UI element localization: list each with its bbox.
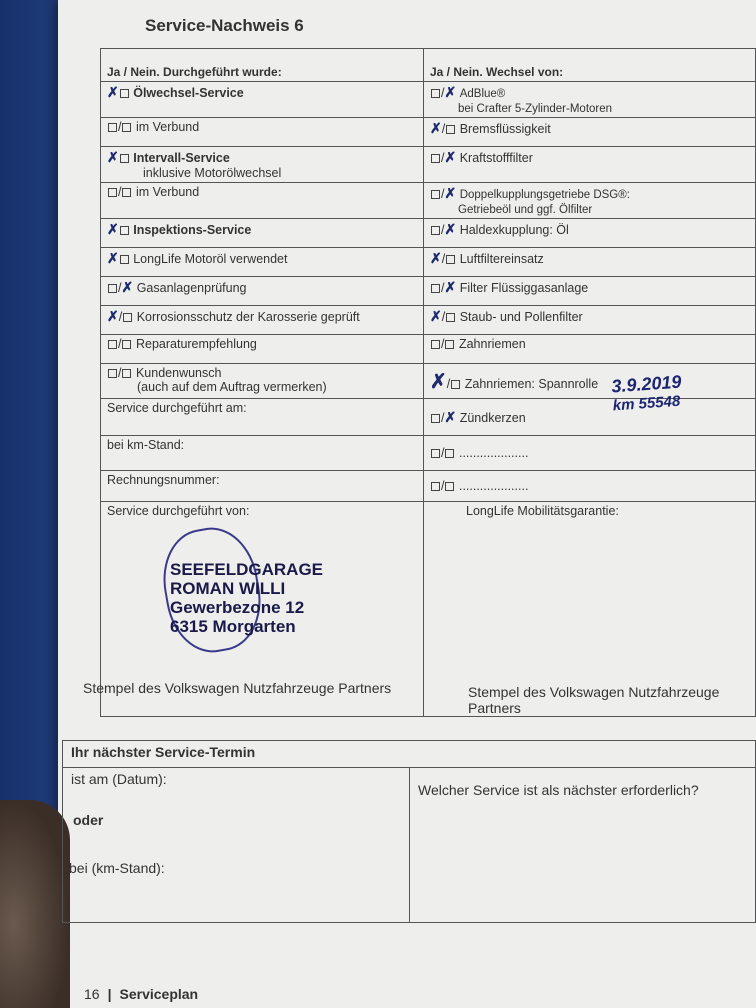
next-km-label: bei (km-Stand): [69, 860, 165, 876]
invoice-cell: Rechnungsnummer: [101, 471, 424, 502]
right-item-3: /✗ Doppelkupplungsgetriebe DSG®: Getriebeöl und ggf. Ölfilter [424, 183, 756, 219]
right-item-1: ✗/ Bremsflüssigkeit [424, 118, 756, 147]
checkbox-icon [108, 284, 117, 293]
checkbox-icon [445, 482, 454, 491]
left-item-9: / Kundenwunsch (auch auf dem Auftrag vermerken) [101, 364, 424, 399]
footer-section: Serviceplan [119, 986, 199, 1002]
checkbox-icon [445, 340, 454, 349]
stamp-left-label: Stempel des Volkswagen Nutzfahrzeuge Partners [83, 680, 392, 696]
checkbox-icon [120, 226, 129, 235]
check-mark-icon: ✗ [444, 408, 457, 425]
next-date-label: ist am (Datum): [71, 771, 167, 787]
left-item-3: / im Verbund [101, 183, 424, 219]
right-item-10: /✗ Zündkerzen [424, 399, 756, 436]
left-item-8: / Reparaturempfehlung [101, 335, 424, 364]
right-item-8: / Zahnriemen [424, 335, 756, 364]
left-item-0: ✗ Ölwechsel-Service [101, 82, 424, 118]
checkbox-icon [451, 380, 460, 389]
next-service-title: Ihr nächster Service-Termin [63, 741, 756, 768]
thumb [0, 800, 70, 1008]
right-item-11: / .................... [424, 436, 756, 471]
next-service-left [63, 768, 410, 923]
left-item-5: ✗ LongLife Motoröl verwendet [101, 248, 424, 277]
checkbox-icon [431, 340, 440, 349]
check-mark-icon: ✗ [430, 120, 442, 136]
check-mark-icon: ✗ [107, 84, 119, 100]
checkbox-icon [108, 188, 117, 197]
check-mark-icon: ✗ [430, 308, 442, 324]
checkbox-icon [122, 369, 131, 378]
dealer-stamp: SEEFELDGARAGE ROMAN WILLI Gewerbezone 12 6315 Morgarten [170, 560, 324, 636]
right-item-4: /✗ Haldexkupplung: Öl [424, 219, 756, 248]
check-mark-icon: ✗ [107, 308, 119, 324]
right-item-6: /✗ Filter Flüssiggasanlage [424, 277, 756, 306]
checkbox-icon [122, 340, 131, 349]
stamp-right-label: Stempel des Volkswagen Nutzfahrzeuge Partners [468, 684, 720, 716]
handwritten-note: 3.9.2019 km 55548 [610, 371, 683, 415]
checkbox-icon [431, 284, 440, 293]
checkbox-icon [120, 89, 129, 98]
check-mark-icon: ✗ [444, 221, 457, 237]
mobility-cell [424, 502, 756, 717]
service-date-cell: Service durchgeführt am: [101, 399, 424, 436]
check-mark-icon: ✗ [444, 185, 457, 201]
check-mark-icon: ✗ [444, 84, 457, 100]
right-item-9: ✗/ Zahnriemen: Spannrolle [424, 364, 756, 399]
page-number: 16 [84, 986, 100, 1002]
footer-separator: | [107, 986, 112, 1002]
next-service-question: Welcher Service ist als nächster erforderlich? [410, 768, 756, 923]
checkbox-icon [431, 226, 440, 235]
next-service-table [62, 740, 756, 923]
checkbox-icon [120, 255, 129, 264]
checkbox-icon [123, 313, 132, 322]
check-mark-icon: ✗ [107, 250, 119, 266]
checkbox-icon [445, 449, 454, 458]
left-item-7: ✗/ Korrosionsschutz der Karosserie geprüft [101, 306, 424, 335]
left-header: Ja / Nein. Durchgeführt wurde: [101, 49, 424, 82]
checkbox-icon [431, 449, 440, 458]
right-item-0: /✗ AdBlue® bei Crafter 5-Zylinder-Motoren [424, 82, 756, 118]
checkbox-icon [431, 89, 440, 98]
checkbox-icon [431, 482, 440, 491]
check-mark-icon: ✗ [444, 279, 457, 295]
left-item-4: ✗ Inspektions-Service [101, 219, 424, 248]
checkbox-icon [108, 123, 117, 132]
checkbox-icon [120, 154, 129, 163]
check-mark-icon: ✗ [430, 370, 447, 393]
performed-by-label: Service durchgeführt von: [107, 504, 250, 518]
check-mark-icon: ✗ [107, 149, 119, 165]
checkbox-icon [446, 313, 455, 322]
right-header: Ja / Nein. Wechsel von: [424, 49, 756, 82]
right-item-2: /✗ Kraftstofffilter [424, 147, 756, 183]
right-item-12: / .................... [424, 471, 756, 502]
check-mark-icon: ✗ [430, 250, 442, 266]
right-item-7: ✗/ Staub- und Pollenfilter [424, 306, 756, 335]
check-mark-icon: ✗ [121, 279, 134, 295]
left-item-2: ✗ Intervall-Service inklusive Motorölwechsel [101, 147, 424, 183]
checkbox-icon [122, 188, 131, 197]
right-item-5: ✗/ Luftfiltereinsatz [424, 248, 756, 277]
page-title: Service-Nachweis 6 [145, 16, 304, 35]
check-mark-icon: ✗ [444, 149, 457, 165]
checkbox-icon [431, 414, 440, 423]
checkbox-icon [446, 125, 455, 134]
next-or-label: oder [73, 812, 104, 828]
page-footer [84, 986, 198, 1002]
left-item-6: /✗ Gasanlagenprüfung [101, 277, 424, 306]
check-mark-icon: ✗ [107, 221, 119, 237]
checkbox-icon [108, 340, 117, 349]
mobility-label: LongLife Mobilitätsgarantie: [466, 504, 619, 518]
left-item-1: / im Verbund [101, 118, 424, 147]
checkbox-icon [108, 369, 117, 378]
checkbox-icon [122, 123, 131, 132]
km-cell: bei km-Stand: [101, 436, 424, 471]
checkbox-icon [431, 190, 440, 199]
checkbox-icon [446, 255, 455, 264]
checkbox-icon [431, 154, 440, 163]
